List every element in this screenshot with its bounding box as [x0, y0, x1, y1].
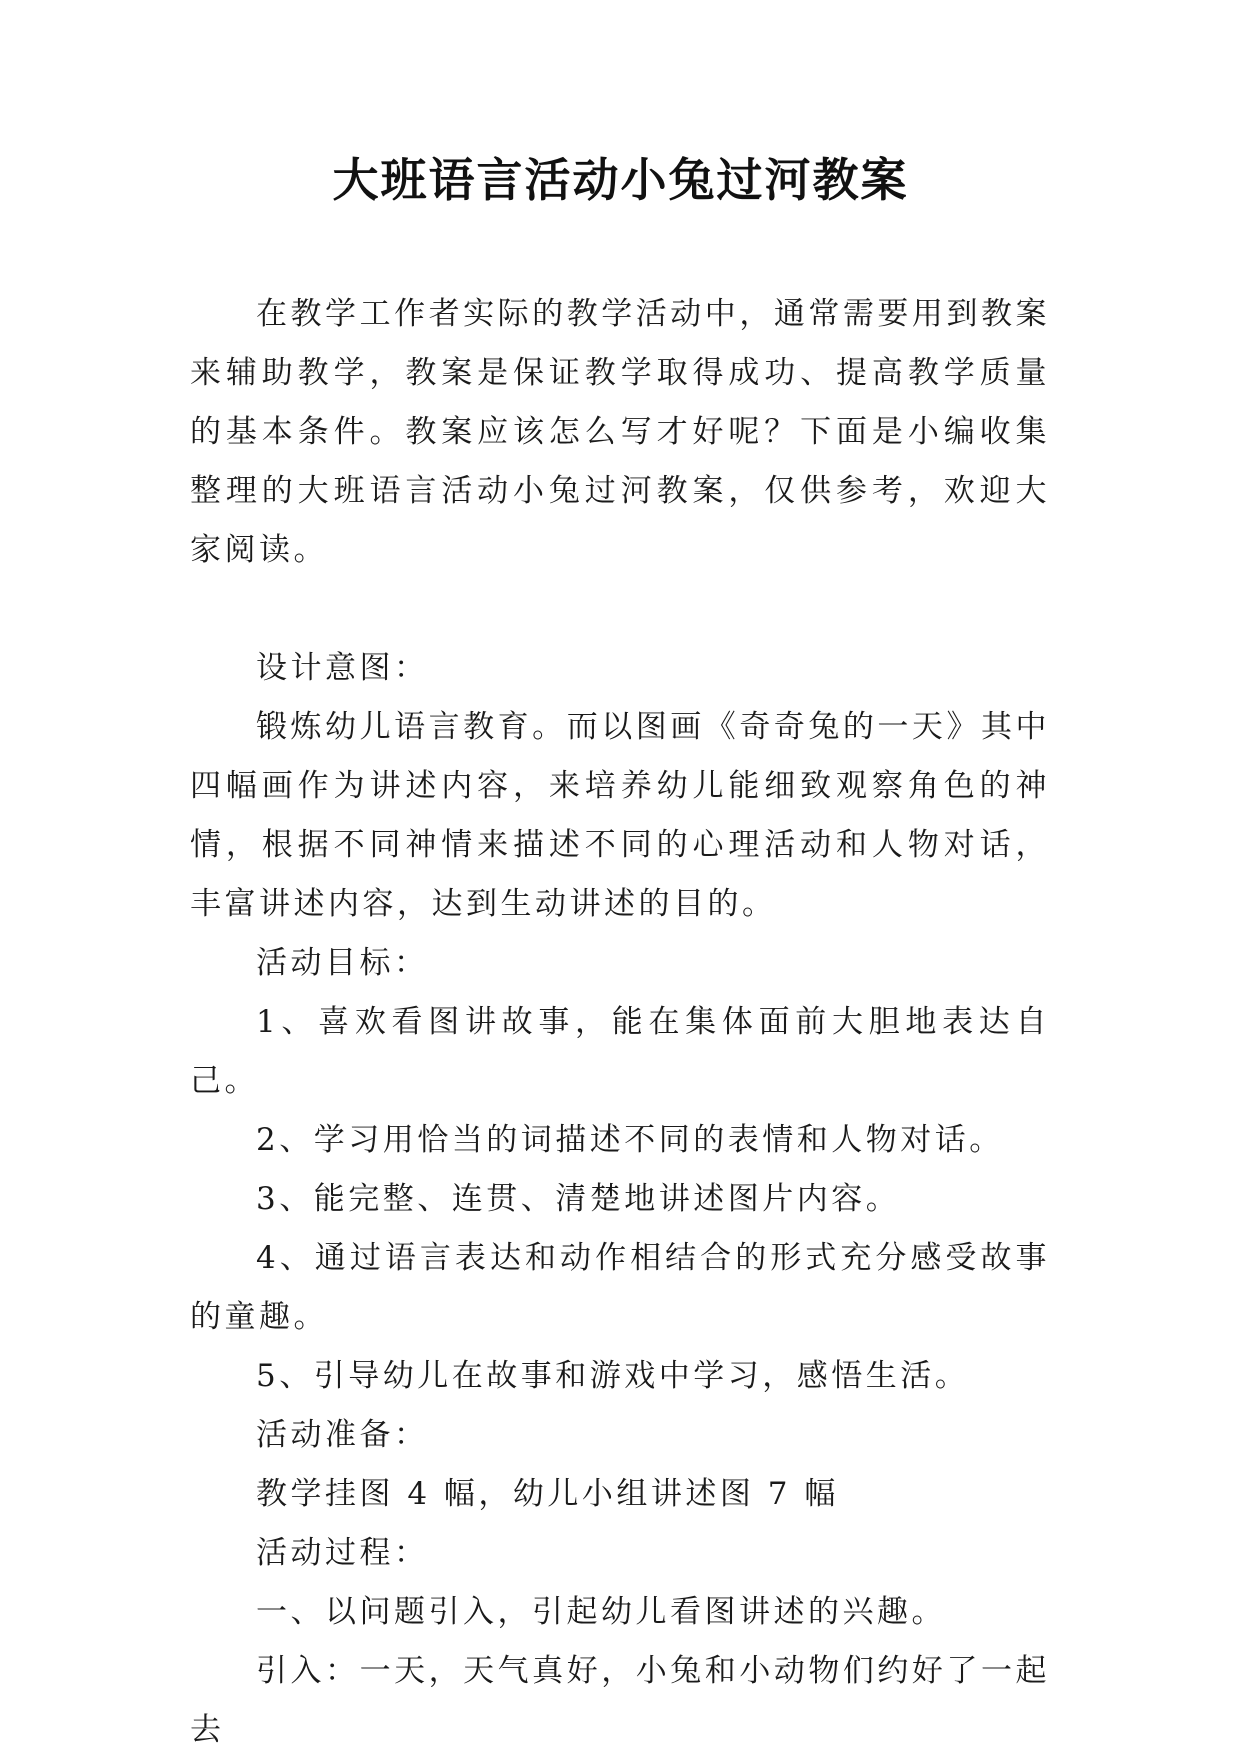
- intro-paragraph: 在教学工作者实际的教学活动中，通常需要用到教案来辅助教学，教案是保证教学取得成功、提高教学质量的基本条件。教案应该怎么写才好呢？下面是小编收集整理的大班语言活动小兔过河教案，仅供参考，欢迎大家阅读。: [190, 296, 1050, 568]
- goal-item: 5、引导幼儿在故事和游戏中学习，感悟生活。: [256, 1358, 970, 1394]
- goal-item: 3、能完整、连贯、清楚地讲述图片内容。: [256, 1181, 901, 1217]
- section-heading-goals: 活动目标：: [256, 945, 429, 981]
- goal-item: 4、通过语言表达和动作相结合的形式充分感受故事的童趣。: [190, 1240, 1050, 1335]
- document-body: [190, 285, 1050, 1760]
- section-heading-process: 活动过程：: [256, 1535, 429, 1571]
- document-title: 大班语言活动小兔过河教案: [332, 153, 909, 207]
- process-step: 一、以问题引入，引起幼儿看图讲述的兴趣。: [256, 1594, 946, 1630]
- paragraph-spacer: [190, 580, 1050, 639]
- preparation-item: 教学挂图 4 幅，幼儿小组讲述图 7 幅: [256, 1476, 839, 1512]
- body-paragraph: 锻炼幼儿语言教育。而以图画《奇奇兔的一天》其中四幅画作为讲述内容，来培养幼儿能细致观察角色的神情，根据不同神情来描述不同的心理活动和人物对话，丰富讲述内容，达到生动讲述的目的。: [190, 709, 1050, 922]
- section-heading-design-intent: 设计意图：: [256, 650, 429, 686]
- section-heading-preparation: 活动准备：: [256, 1417, 429, 1453]
- process-paragraph: 引入：一天，天气真好，小兔和小动物们约好了一起去: [190, 1653, 1050, 1748]
- goal-item: 1、喜欢看图讲故事，能在集体面前大胆地表达自己。: [190, 1004, 1050, 1099]
- goal-item: 2、学习用恰当的词描述不同的表情和人物对话。: [256, 1122, 1004, 1158]
